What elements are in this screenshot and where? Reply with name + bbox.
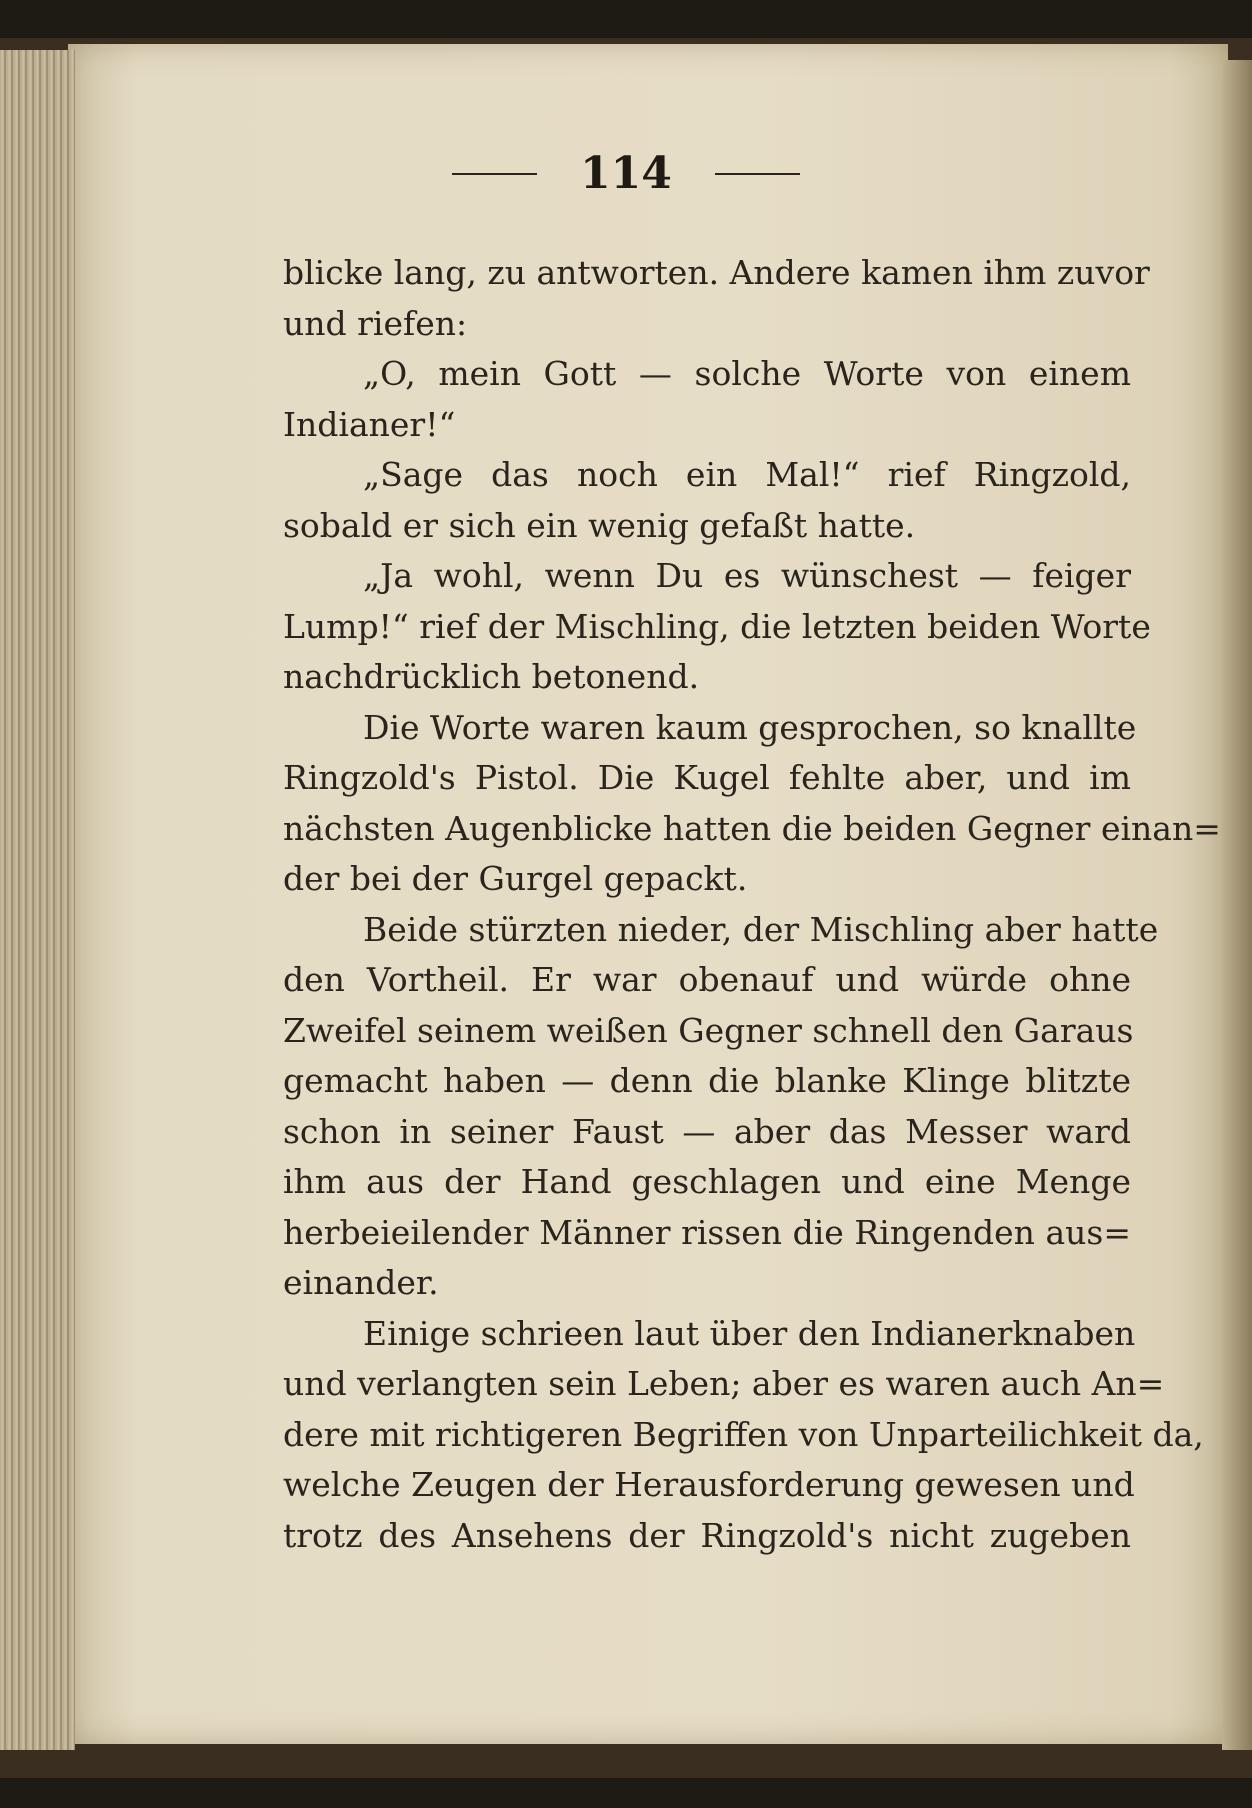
text-line: Ringzold's Pistol. Die Kugel fehlte aber, und im (283, 758, 1131, 797)
text-line: und riefen: (283, 303, 468, 343)
binding-edge (1222, 60, 1252, 1750)
text-line: „Sage das noch ein Mal!“ rief Ringzold, (363, 455, 1131, 494)
text-line: gemacht haben — denn die blanke Klinge blitzte (283, 1061, 1131, 1100)
text-line: herbeieilender Männer rissen die Ringenden aus= (283, 1212, 1131, 1252)
text-line: dere mit richtigeren Begriffen von Unparteilichkeit da, (283, 1414, 1204, 1454)
text-line: Beide stürzten nieder, der Mischling aber hatte (363, 909, 1159, 949)
page-edges (0, 50, 75, 1750)
text-line: ihm aus der Hand geschlagen und eine Menge (283, 1162, 1131, 1201)
text-line: blicke lang, zu antworten. Andere kamen ihm zuvor (283, 253, 1150, 292)
text-line: Zweifel seinem weißen Gegner schnell den Garaus (283, 1010, 1134, 1050)
page-header (0, 148, 1252, 199)
text-line: nachdrücklich betonend. (283, 657, 700, 696)
text-line: „O, mein Gott — solche Worte von einem (363, 354, 1131, 393)
text-line: der bei der Gurgel gepackt. (283, 859, 748, 898)
text-line: einander. (283, 1263, 439, 1302)
text-line: Die Worte waren kaum gesprochen, so knallte (363, 707, 1137, 747)
text-line: „Ja wohl, wenn Du es wünschest — feiger (363, 556, 1131, 595)
page-number: 114 (580, 148, 672, 199)
text-line: und verlangten sein Leben; aber es waren auch An= (283, 1364, 1165, 1403)
text-line: den Vortheil. Er war obenauf und würde ohne (283, 960, 1131, 999)
text-line: schon in seiner Faust — aber das Messer ward (283, 1111, 1131, 1151)
text-line: nächsten Augenblicke hatten die beiden Gegner einan= (283, 808, 1221, 848)
text-line: trotz des Ansehens der Ringzold's nicht zugeben (283, 1515, 1131, 1555)
header-rule-left (452, 173, 537, 175)
header-rule-right (715, 173, 800, 175)
text-line: Lump!“ rief der Mischling, die letzten beiden Worte (283, 606, 1151, 646)
text-line: sobald er sich ein wenig gefaßt hatte. (283, 505, 916, 545)
text-line: Einige schrieen laut über den Indianerknaben (363, 1313, 1136, 1353)
body-text (283, 248, 1221, 1561)
text-line: welche Zeugen der Herausforderung gewesen und (283, 1465, 1135, 1504)
text-line: Indianer!“ (283, 404, 456, 444)
